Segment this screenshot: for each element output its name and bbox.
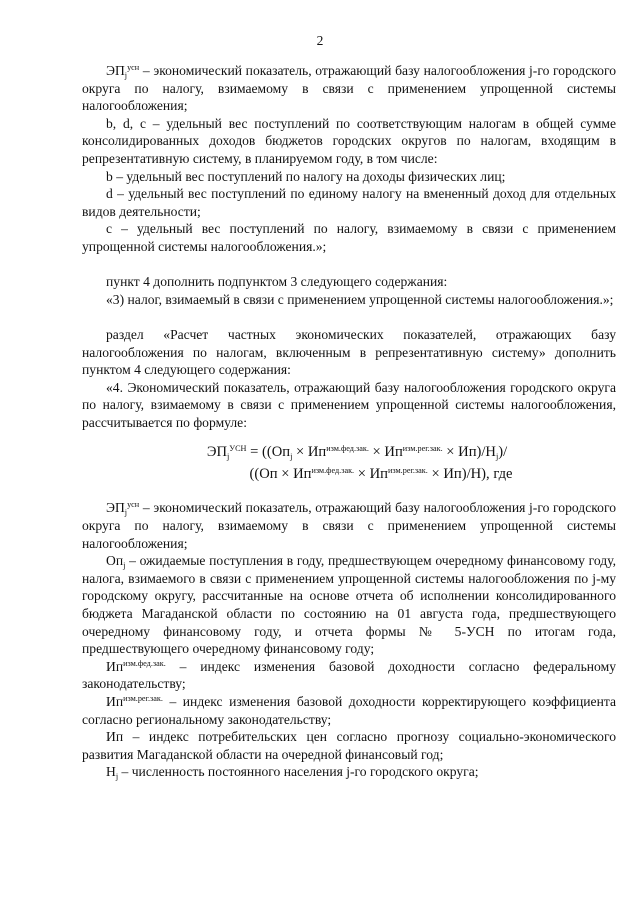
ip-symbol: Ип bbox=[106, 694, 124, 709]
ep-definition-text: – экономический показатель, отражающий базу налогообложения j-го городского округа по налогу, взимаемому в связи с применением упрощенной системы налогообложения; bbox=[82, 500, 616, 551]
paragraph-point4: пункт 4 дополнить подпунктом 3 следующего содержания: bbox=[106, 274, 448, 290]
h-definition-text: – численность постоянного населения j-го городского округа; bbox=[118, 764, 479, 780]
formula-line-2 bbox=[82, 463, 616, 485]
formula-part: × Ип)/H bbox=[442, 444, 496, 461]
paragraph-section-addition: раздел «Расчет частных экономических показателей, отражающих базу налогообложения по налогам, включенным в репрезентативную систему» дополнить пунктом 4 следующего содержания: bbox=[82, 326, 616, 378]
paragraph-ep-definition-2 bbox=[82, 499, 616, 552]
h-subscript: j bbox=[115, 772, 119, 782]
formula-sup: изм.рег.зак. bbox=[402, 444, 443, 454]
ip-reg-definition-text: – индекс изменения базовой доходности корректирующего коэффициента согласно региональному законодательству; bbox=[82, 694, 616, 727]
spacer bbox=[82, 256, 616, 274]
ep-superscript: усн bbox=[127, 63, 140, 72]
ep-subscript: j bbox=[124, 508, 128, 518]
formula-part: )/ bbox=[498, 444, 508, 461]
formula-sub: j bbox=[495, 452, 499, 462]
formula-sup: изм.фед.зак. bbox=[311, 466, 355, 476]
formula-part: × Ип bbox=[292, 444, 327, 461]
ep-symbol: ЭП bbox=[106, 500, 125, 516]
paragraph-weights: b, d, c – удельный вес поступлений по соответствующим налогам в общей сумме консолидированных доходов бюджетов городских округов по налогам, входящим в репрезентативную систему, в планируемом году, в том числе: bbox=[82, 115, 616, 166]
h-symbol: H bbox=[106, 764, 116, 780]
formula-part: × Ип bbox=[354, 466, 388, 483]
ep-subscript: j bbox=[124, 71, 128, 80]
ip-superscript: изм.рег.зак. bbox=[123, 694, 163, 703]
paragraph-ip-reg-definition bbox=[82, 693, 616, 728]
formula-part: ((Оп × Ип bbox=[249, 466, 312, 483]
paragraph-ip-fed-definition bbox=[82, 658, 616, 693]
formula-sup: изм.фед.зак. bbox=[326, 444, 369, 454]
formula-part: × Ип)/H), где bbox=[427, 466, 513, 483]
formula-line-1 bbox=[82, 441, 616, 463]
paragraph-weight-d: d – удельный вес поступлений по единому налогу на вмененный доход для отдельных видов деятельности; bbox=[82, 186, 616, 219]
formula bbox=[82, 441, 616, 485]
formula-part: × Ип bbox=[368, 444, 403, 461]
formula-lhs-sup: УСН bbox=[229, 444, 247, 454]
paragraph-op-definition bbox=[82, 552, 616, 658]
op-symbol: Оп bbox=[106, 553, 124, 569]
formula-sup: изм.рег.зак. bbox=[388, 466, 428, 476]
paragraph-ep-definition bbox=[82, 62, 616, 115]
formula-lhs-sub: j bbox=[227, 452, 230, 462]
ep-superscript: усн bbox=[127, 500, 140, 510]
paragraph-h-definition bbox=[82, 763, 616, 781]
ip-fed-definition-text: – индекс изменения базовой доходности согласно федеральному законодательству; bbox=[82, 658, 616, 692]
op-definition-text: – ожидаемые поступления в году, предшествующем очередному финансовому году, налога, взимаемого в связи с применением упрощенной системы налогообложения по j-му городскому округу, рассчитанные на основе отчета об исполнении консолидированного бюджета Магаданской области по состоянию на 01 августа года, предшествующего очередному финансовому году, и отчета формы № 5-УСН по итогам года, предшествующего очередному финансовому году; bbox=[82, 553, 616, 657]
document-body bbox=[82, 62, 616, 781]
op-subscript: j bbox=[123, 561, 126, 571]
paragraph-subpoint3: «3) налог, взимаемый в связи с применением упрощенной системы налогообложения.»; bbox=[106, 291, 614, 307]
formula-lhs: ЭП bbox=[206, 444, 227, 461]
formula-part: = ((Оп bbox=[246, 444, 291, 461]
page-number: 2 bbox=[316, 33, 324, 48]
ep-symbol: ЭП bbox=[106, 63, 125, 78]
ip-symbol: Ип bbox=[106, 658, 124, 674]
ip-superscript: изм.фед.зак. bbox=[123, 658, 166, 668]
ep-definition-text: – экономический показатель, отражающий базу налогообложения j-го городского округа по налогу, взимаемому в связи с применением упрощенной системы налогообложения; bbox=[82, 63, 616, 114]
paragraph-weight-b: b – удельный вес поступлений по налогу на доходы физических лиц; bbox=[106, 168, 506, 184]
spacer bbox=[82, 308, 616, 326]
formula-sub: j bbox=[290, 452, 293, 462]
paragraph-weight-c: c – удельный вес поступлений по налогу, взимаемому в связи с применением упрощенной системы налогообложения.»; bbox=[82, 221, 616, 254]
paragraph-point4-text: «4. Экономический показатель, отражающий базу налогообложения городского округа по налогу, взимаемому в связи с применением упрощенной системы налогообложения, рассчитывается по формуле: bbox=[82, 379, 616, 430]
paragraph-ip-cpi-definition: Ип – индекс потребительских цен согласно прогнозу социально-экономического развития Магаданской области на очередной финансовый год; bbox=[82, 729, 616, 762]
